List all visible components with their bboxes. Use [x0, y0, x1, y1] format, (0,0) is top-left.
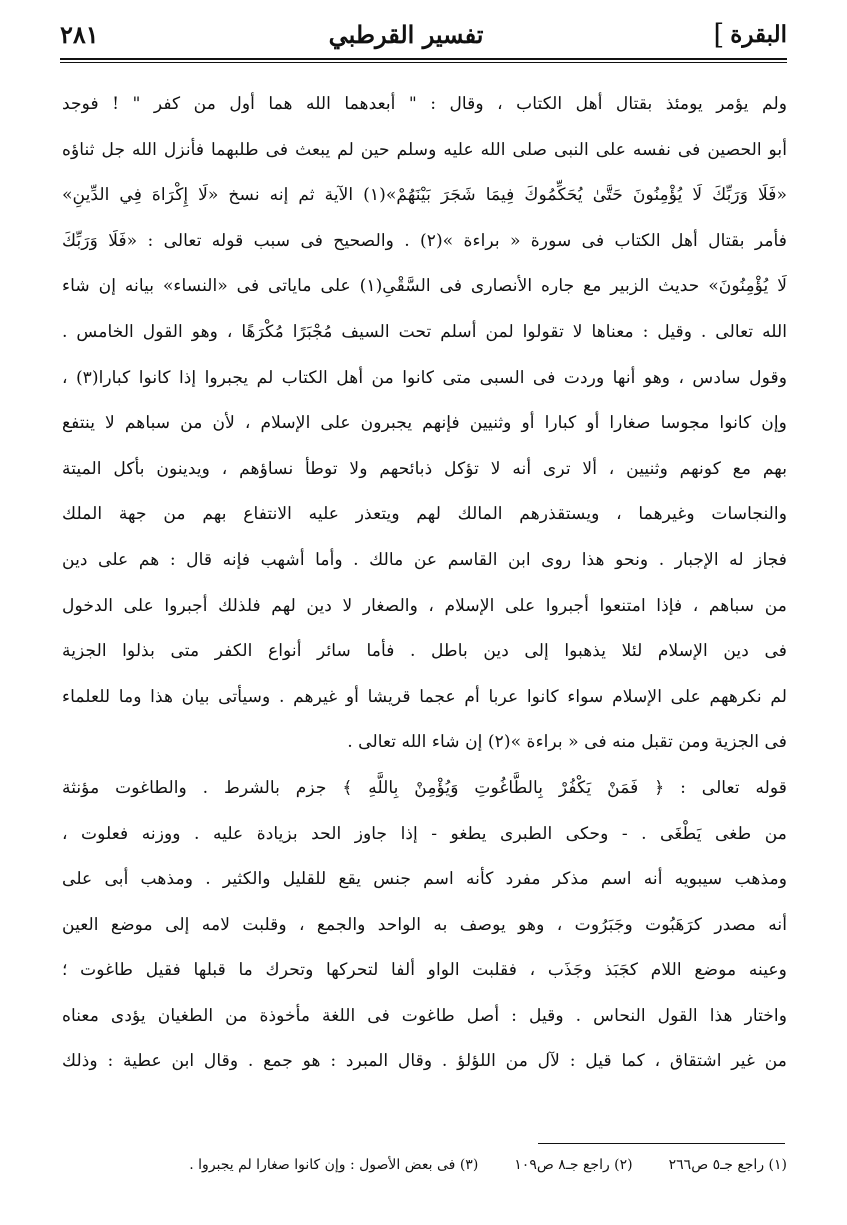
footnote: (١) راجع جـ٥ ص٢٦٦ — [668, 1157, 787, 1173]
text-line: «فَلَا وَرَبِّكَ لَا يُؤْمِنُونَ حَتَّىٰ يُحَكِّمُوكَ فِيمَا شَجَرَ بَيْنَهُمْ»(١) الآية ثم إنه نسخ «لَا إِكْرَاهَ فِي الدِّينِ» — [62, 185, 787, 206]
text-line: من طغى يَطْغَى . - وحكى الطبرى يطغو - إذا جاوز الحد بزيادة عليه . ووزنه فعلوت ، — [62, 823, 787, 844]
text-line: لم نكرههم على الإسلام سواء كانوا عربا أم عجما قريشا أو غيرهم . وسيأتى بيان هذا وما للعلماء — [62, 686, 787, 707]
body-text — [62, 82, 787, 1085]
running-head — [60, 14, 787, 54]
text-line: وقول سادس ، وهو أنها وردت فى السبى متى كانوا من أهل الكتاب لم يجبروا إذا كانوا كبارا(٣) ، — [62, 367, 787, 388]
text-line: فى دين الإسلام لئلا يذهبوا إلى دين باطل . فأما سائر أنواع الكفر متى بذلوا الجزية — [62, 641, 787, 662]
text-line: فأمر بقتال أهل الكتاب فى سورة « براءة »(٢) . والصحيح فى سبب قوله تعالى : «فَلَا وَرَبِّكَ — [62, 230, 787, 251]
section-header — [713, 18, 787, 51]
text-line: فى الجزية ومن تقبل منه فى « براءة »(٢) إن شاء الله تعالى . — [347, 732, 787, 753]
page-number: ٢٨١ — [60, 19, 99, 49]
text-line: أبو الحصين فى نفسه على النبى صلى الله عليه وسلم حين لم يبعث فى طلبهما فأنزل الله جل ثناؤه — [62, 139, 787, 160]
text-line: وعينه موضع اللام كجَبَذ وجَذَب ، فقلبت الواو ألفا لتحركها وتحرك ما قبلها فقيل طاغوت ؛ — [62, 960, 787, 981]
text-line: من سباهم ، فإذا امتنعوا أجبروا على الإسلام ، والصغار لا دين لهم فلذلك أجبروا على الدخول — [62, 595, 787, 616]
text-line: وإن كانوا مجوسا صغارا أو كبارا أو وثنيين فإنهم يجبرون على الإسلام ، لأن من سباهم لا ينتفع — [62, 413, 787, 434]
text-line: أنه مصدر كرَهَبُوت وجَبَرُوت ، وهو يوصف به الواحد والجمع ، وقلبت لامه إلى موضع العين — [62, 914, 787, 935]
text-line: ولم يؤمر يومئذ بقتال أهل الكتاب ، وقال : " أبعدهما الله هما أول من كفر " ! فوجد — [62, 94, 787, 114]
text-line: والنجاسات وغيرهما ، ويستقذرهم المالك لهم ويتعذر عليه الانتفاع بهم من جهة الملك — [62, 504, 787, 525]
footnote-rule — [538, 1143, 785, 1144]
footnotes — [62, 1150, 787, 1180]
text-line: بهم مع كونهم وثنيين ، ألا ترى أنه لا تؤكل ذبائحهم ولا توطأ نساؤهم ، ويدينون بأكل الميتة — [62, 458, 787, 479]
section-bracket: ] — [713, 17, 725, 51]
section-name: البقرة — [730, 20, 787, 48]
text-line: لَا يُؤْمِنُونَ» حديث الزبير مع جاره الأنصارى فى السَّقْىِ(١) على ماياتى فى «النساء» بيانه إن شاء — [62, 276, 787, 297]
text-line: من غير اشتقاق ، كما قيل : لآل من اللؤلؤ . وقال المبرد : هو جمع . وقال ابن عطية : وذلك — [62, 1051, 787, 1072]
text-line: واختار هذا القول النحاس . وقيل : أصل طاغوت فى اللغة مأخوذة من الطغيان يؤدى معناه — [62, 1005, 787, 1026]
text-line: الله تعالى . وقيل : معناها لا تقولوا لمن أسلم تحت السيف مُجْبَرًا مُكْرَهًا ، وهو القول الخامس . — [62, 321, 787, 342]
text-line: ومذهب سيبويه أنه اسم مذكر مفرد كأنه اسم جنس يقع للقليل والكثير . ومذهب أبى على — [62, 869, 787, 890]
header-rule — [60, 58, 787, 63]
book-title: تفسير القرطبي — [328, 19, 484, 49]
text-line: قوله تعالى : ﴿ فَمَنْ يَكْفُرْ بِالطَّاغُوتِ وَيُؤْمِنْ بِاللَّهِ ﴾ جزم بالشرط . والطاغوت مؤنثة — [62, 777, 787, 798]
footnote: (٣) فى بعض الأصول : وإن كانوا صغارا لم يجبروا . — [189, 1157, 479, 1173]
footnote: (٢) راجع جـ٨ ص١٠٩ — [514, 1157, 633, 1173]
text-line: فجاز له الإجبار . ونحو هذا روى ابن القاسم عن مالك . وأما أشهب فإنه قال : هم على دين — [62, 549, 787, 570]
